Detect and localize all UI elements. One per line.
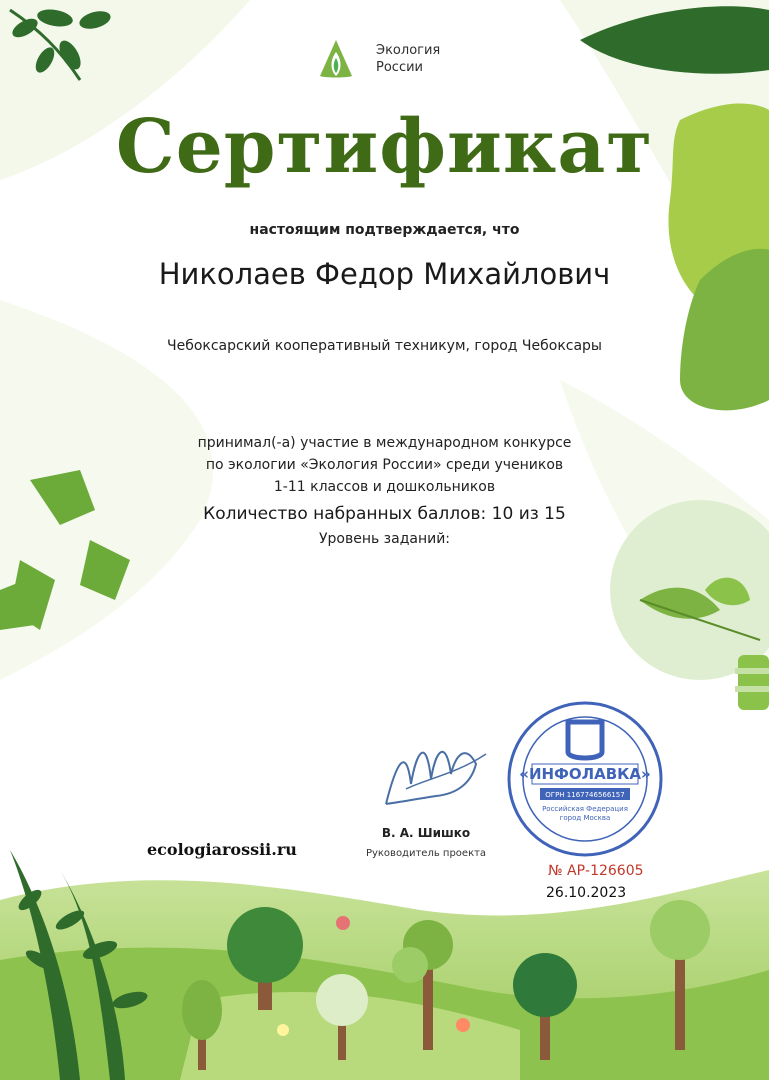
website: ecologiarossii.ru [147, 840, 297, 859]
signatory-role: Руководитель проекта [365, 848, 487, 859]
description [0, 432, 769, 498]
description-line-3: 1-11 классов и дошкольников [273, 479, 496, 495]
confirm-text: настоящим подтверждается, что [249, 222, 520, 238]
stamp-company: «ИНФОЛАВКА» [519, 765, 651, 783]
description-line-1: принимал(-а) участие в международном конкурсе [197, 435, 572, 451]
recipient-name: Николаев Федор Михайлович [158, 257, 611, 291]
company-stamp [506, 700, 664, 858]
logo-line-2: России [376, 60, 423, 75]
certificate-title: Сертификат [115, 104, 654, 190]
logo-text [376, 42, 440, 76]
leaf-logo-icon [318, 38, 354, 80]
signature-icon [376, 724, 496, 814]
certificate-number: № АР-126605 [548, 863, 644, 879]
logo-line-1: Экология [376, 43, 441, 58]
certificate-date: 26.10.2023 [546, 885, 627, 901]
stamp-country: Российская Федерация [542, 805, 628, 813]
logo [318, 38, 458, 83]
stamp-city: город Москва [559, 814, 611, 822]
task-level [0, 531, 769, 547]
task-level-label: Уровень заданий: [318, 531, 451, 547]
organization: Чебоксарский кооперативный техникум, город Чебоксары [166, 338, 602, 354]
stamp-ogrn: ОГРН 1167746566157 [545, 791, 625, 799]
signatory-name: В. А. Шишко [381, 826, 471, 840]
score: Количество набранных баллов: 10 из 15 [203, 504, 566, 524]
description-line-2: по экологии «Экология России» среди учеников [205, 457, 564, 473]
